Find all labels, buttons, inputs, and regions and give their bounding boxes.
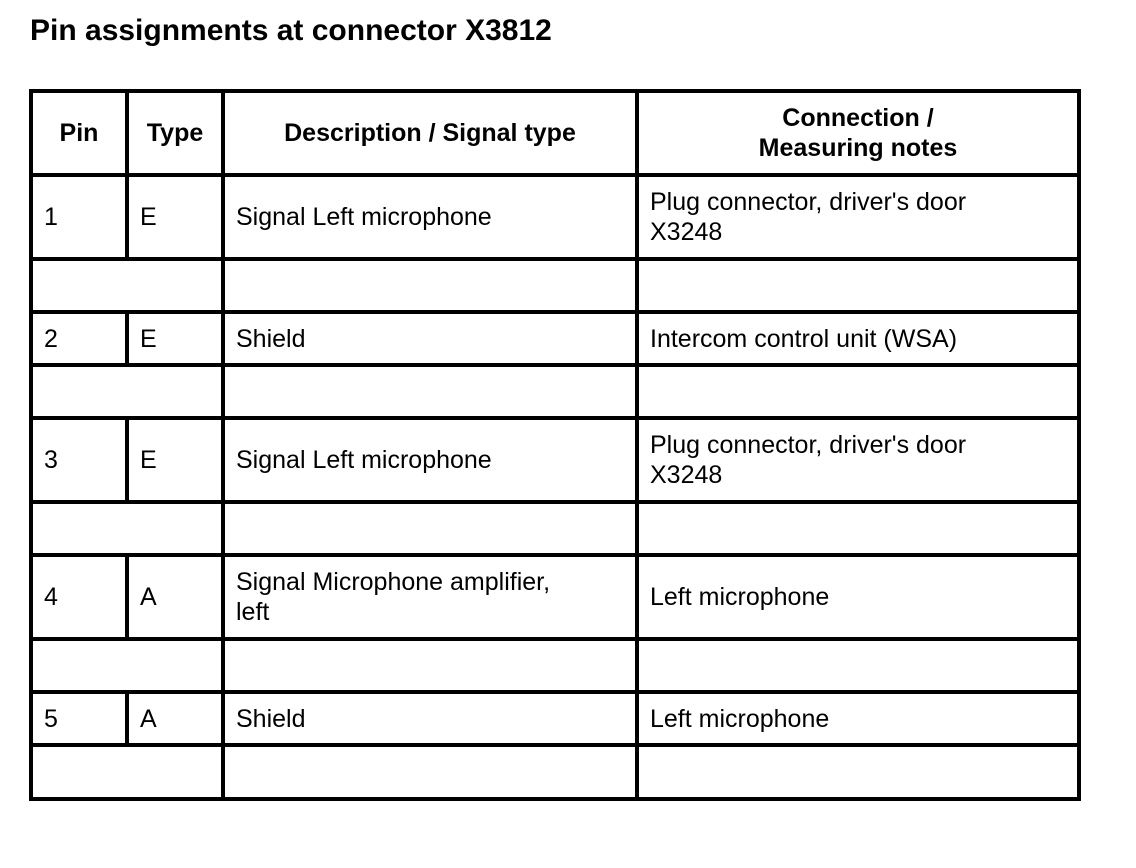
page-title: Pin assignments at connector X3812: [30, 14, 552, 47]
spacer-row: [31, 745, 1079, 799]
description-line1: Shield: [236, 324, 306, 353]
table-row: [31, 555, 1079, 639]
table-row: [31, 418, 1079, 502]
header-connection-line1: Connection /: [782, 104, 934, 132]
header-pin: Pin: [31, 91, 127, 175]
cell-connection: [637, 555, 1079, 639]
spacer-cell: [223, 365, 637, 418]
cell-description: [223, 312, 637, 365]
cell-pin: 4: [31, 555, 127, 639]
description-line1: Shield: [236, 704, 306, 733]
header-connection: [637, 91, 1079, 175]
pin-assignment-table: [29, 89, 1081, 801]
spacer-row: [31, 502, 1079, 555]
cell-connection: [637, 175, 1079, 259]
description-line2: left: [236, 598, 270, 626]
description-line1: Signal Microphone amplifier,: [236, 568, 551, 596]
connection-line1: Plug connector, driver's door: [650, 188, 967, 216]
description-line1: Signal Left microphone: [236, 203, 492, 231]
spacer-cell: [637, 502, 1079, 555]
connection-line1: Intercom control unit (WSA): [650, 324, 958, 353]
spacer-row: [31, 259, 1079, 312]
spacer-cell: [223, 639, 637, 692]
table-row: [31, 312, 1079, 365]
spacer-cell: [223, 259, 637, 312]
spacer-cell: [637, 259, 1079, 312]
cell-pin: 1: [31, 175, 127, 259]
cell-pin: 5: [31, 692, 127, 745]
spacer-cell: [31, 745, 223, 799]
connection-line1: Left microphone: [650, 704, 830, 733]
spacer-row: [31, 365, 1079, 418]
connection-line2: X3248: [650, 461, 723, 489]
header-description: Description / Signal type: [223, 91, 637, 175]
spacer-cell: [637, 365, 1079, 418]
header-row: [31, 91, 1079, 175]
connection-line1: Left microphone: [650, 583, 830, 611]
cell-connection: [637, 312, 1079, 365]
connection-line2: X3248: [650, 218, 723, 246]
cell-description: [223, 418, 637, 502]
table-row: [31, 175, 1079, 259]
spacer-cell: [31, 502, 223, 555]
cell-connection: [637, 692, 1079, 745]
spacer-cell: [31, 365, 223, 418]
spacer-cell: [223, 502, 637, 555]
cell-type: A: [127, 692, 223, 745]
cell-connection: [637, 418, 1079, 502]
header-type: Type: [127, 91, 223, 175]
spacer-cell: [223, 745, 637, 799]
cell-type: E: [127, 418, 223, 502]
spacer-cell: [31, 259, 223, 312]
cell-description: [223, 692, 637, 745]
cell-description: [223, 555, 637, 639]
cell-description: [223, 175, 637, 259]
cell-pin: 2: [31, 312, 127, 365]
cell-pin: 3: [31, 418, 127, 502]
spacer-cell: [637, 745, 1079, 799]
description-line1: Signal Left microphone: [236, 446, 492, 474]
cell-type: E: [127, 175, 223, 259]
connection-line1: Plug connector, driver's door: [650, 431, 967, 459]
header-connection-line2: Measuring notes: [758, 134, 958, 162]
spacer-row: [31, 639, 1079, 692]
cell-type: E: [127, 312, 223, 365]
cell-type: A: [127, 555, 223, 639]
spacer-cell: [31, 639, 223, 692]
table-row: [31, 692, 1079, 745]
spacer-cell: [637, 639, 1079, 692]
